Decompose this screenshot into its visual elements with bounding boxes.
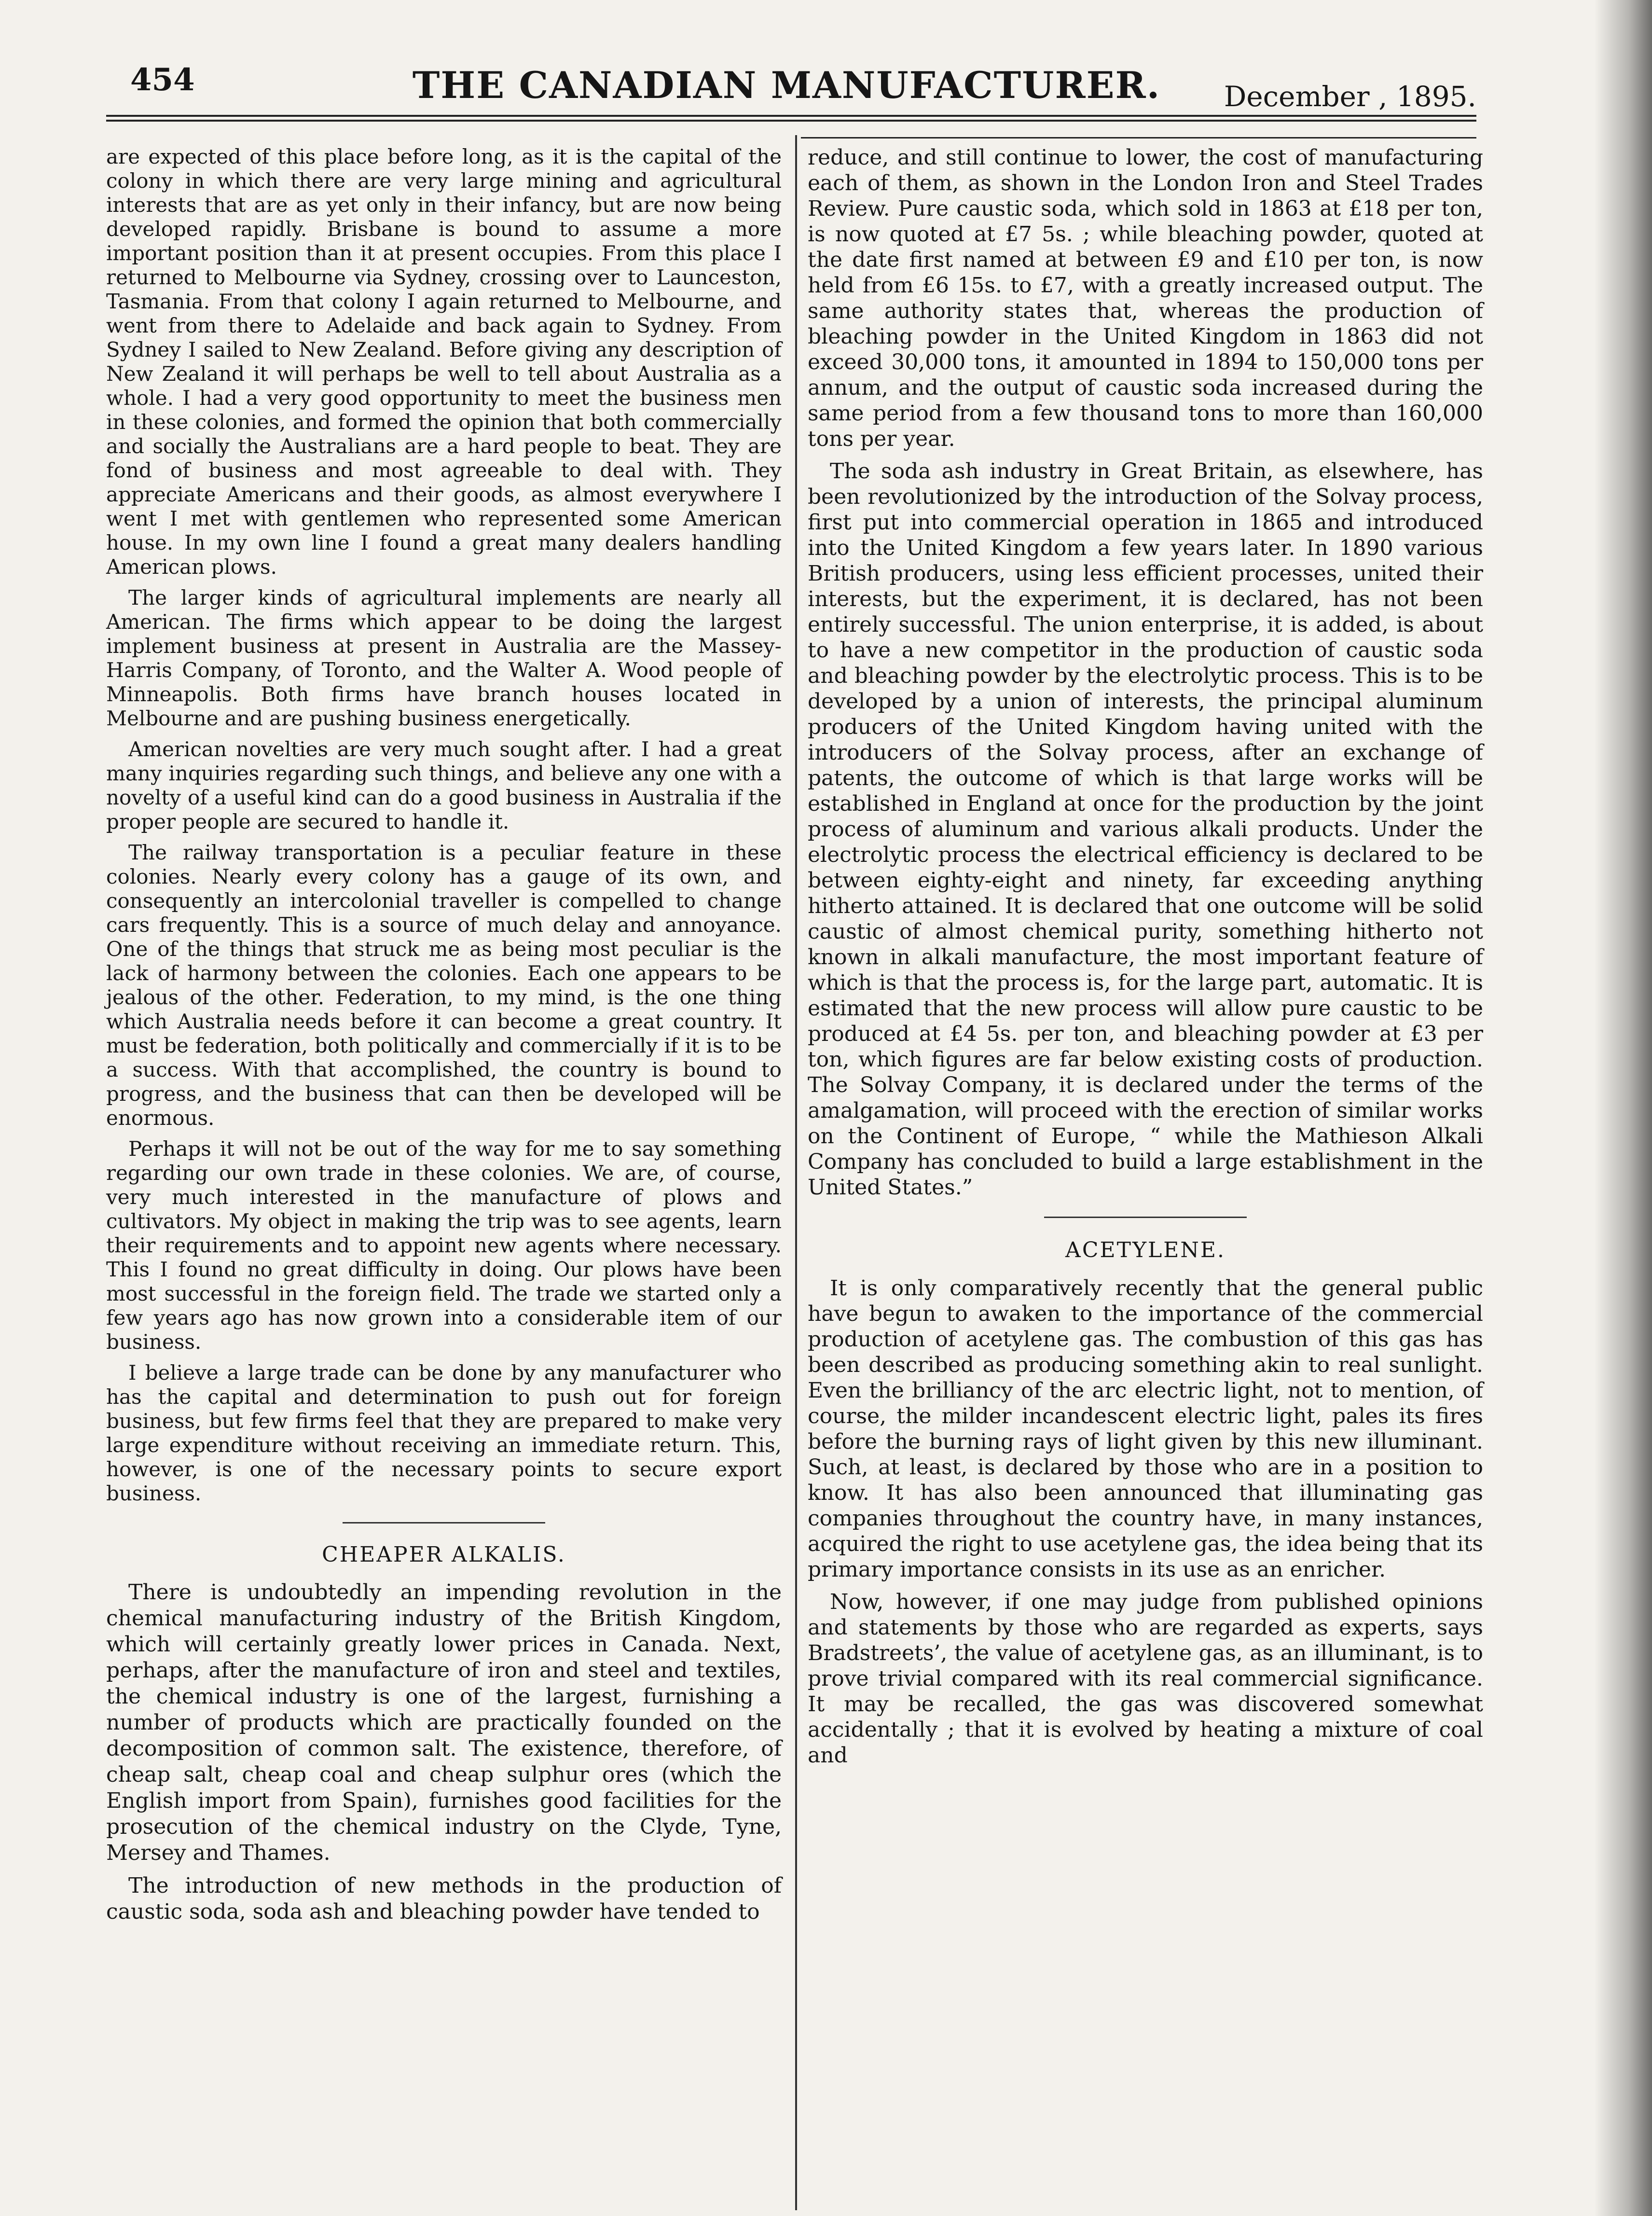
- page-header: [96, 57, 1476, 125]
- article-paragraph: American novelties are very much sought after. I had a great many inquiries regarding such things, and believe any one with a novelty of a useful kind can do a good business in Australia if the proper people are secured to handle it.: [106, 737, 782, 833]
- header-rule-top: [106, 115, 1476, 117]
- article-paragraph: The railway transportation is a peculiar feature in these colonies. Nearly every colony has a gauge of its own, and consequently an intercolonial traveller is compelled to change cars frequently. This is a source of much delay and annoyance. One of the things that struck me as being most peculiar is the lack of harmony between the colonies. Each one appears to be jealous of the other. Federation, to my mind, is the one thing which Australia needs before it can become a great country. It must be federation, both politically and commercially if it is to be a success. With that accomplished, the country is bound to progress, and the business that can then be developed will be enormous.: [106, 841, 782, 1130]
- publication-title: THE CANADIAN MANUFACTURER.: [412, 64, 1161, 107]
- acetylene-heading: ACETYLENE.: [1065, 1238, 1225, 1262]
- article-paragraph: I believe a large trade can be done by any manufacturer who has the capital and determination to push out for foreign business, but few firms feel that they are prepared to make very large expenditure without receiving an immediate return. This, however, is one of the necessary points to secure export business.: [106, 1361, 782, 1505]
- article-paragraph: There is undoubtedly an impending revolution in the chemical manufacturing industry of the British Kingdom, which will certainly greatly lower prices in Canada. Next, perhaps, after the manufacture of iron and steel and textiles, the chemical industry is one of the largest, furnishing a number of products which are practically founded on the decomposition of common salt. The existence, therefore, of cheap salt, cheap coal and cheap sulphur ores (which the English import from Spain), furnishes good facilities for the prosecution of the chemical industry on the Clyde, Tyne, Mersey and Thames.: [106, 1580, 782, 1865]
- article-paragraph: Perhaps it will not be out of the way for me to say something regarding our own trade in these colonies. We are, of course, very much interested in the manufacture of plows and cultivators. My object in making the trip was to see agents, learn their requirements and to appoint new agents where necessary. This I found no great difficulty in doing. Our plows have been most successful in the foreign field. The trade we started only a few years ago has now grown into a considerable item of our business.: [106, 1137, 782, 1354]
- right-column-rule: [801, 137, 1476, 138]
- article-paragraph: are expected of this place before long, as it is the capital of the colony in which there are very large mining and agricultural interests that are as yet only in their infancy, but are now being developed rapidly. Brisbane is bound to assume a more important position than it at present occupies. From this place I returned to Melbourne via Sydney, crossing over to Launceston, Tasmania. From that colony I again returned to Melbourne, and went from there to Adelaide and back again to Sydney. From Sydney I sailed to New Zealand. Before giving any description of New Zealand it will perhaps be well to tell about Australia as a whole. I had a very good opportunity to meet the business men in these colonies, and formed the opinion that both commercially and socially the Australians are a hard people to beat. They are fond of business and most agreeable to deal with. They appreciate Americans and their goods, as almost everywhere I went I met with gentlemen who represented some American house. In my own line I found a great many dealers handling American plows.: [106, 145, 782, 579]
- article-paragraph: The larger kinds of agricultural implements are nearly all American. The firms which appear to be doing the largest implement business at present in Australia are the Massey-Harris Company, of Toronto, and the Walter A. Wood people of Minneapolis. Both firms have branch houses located in Melbourne and are pushing business energetically.: [106, 586, 782, 730]
- article-paragraph: The introduction of new methods in the production of caustic soda, soda ash and bleaching powder have tended to: [106, 1873, 782, 1924]
- article-paragraph: It is only comparatively recently that the general public have begun to awaken to the importance of the commercial production of acetylene gas. The combustion of this gas has been described as producing something akin to real sunlight. Even the brilliancy of the arc electric light, not to mention, of course, the milder incandescent electric light, pales its fires before the burning rays of light given by this new illuminant. Such, at least, is declared by those who are in a position to know. It has also been announced that illuminating gas companies throughout the country have, in many instances, acquired the right to use acetylene gas, the idea being that its primary importance consists in its use as an enricher.: [808, 1276, 1483, 1582]
- article-separator: [1044, 1217, 1247, 1218]
- scan-edge-shadow: [1594, 0, 1652, 2216]
- header-rule-bottom: [106, 120, 1476, 122]
- article-separator: [343, 1522, 545, 1524]
- cheaper-alkalis-heading: CHEAPER ALKALIS.: [322, 1542, 566, 1567]
- left-column: [106, 145, 782, 1932]
- column-divider: [795, 135, 797, 2210]
- article-paragraph: reduce, and still continue to lower, the cost of manufacturing each of them, as shown in the London Iron and Steel Trades Review. Pure caustic soda, which sold in 1863 at £18 per ton, is now quoted at £7 5s. ; while bleaching powder, quoted at the date first named at between £9 and £10 per ton, is now held from £6 15s. to £7, with a greatly increased output. The same authority states that, whereas the production of bleaching powder in the United Kingdom in 1863 did not exceed 30,000 tons, it amounted in 1894 to 150,000 tons per annum, and the output of caustic soda increased during the same period from a few thousand tons to more than 160,000 tons per year.: [808, 145, 1483, 451]
- issue-date: December , 1895.: [1224, 80, 1476, 113]
- right-column: [808, 145, 1483, 1775]
- page-number: 454: [130, 62, 195, 98]
- article-paragraph: The soda ash industry in Great Britain, as elsewhere, has been revolutionized by the introduction of the Solvay process, first put into commercial operation in 1865 and introduced into the United Kingdom a few years later. In 1890 various British producers, using less efficient processes, united their interests, but the experiment, it is declared, has not been entirely successful. The union enterprise, it is added, is about to have a new competitor in the production of caustic soda and bleaching powder by the electrolytic process. This is to be developed by a union of interests, the principal aluminum producers of the United Kingdom having united with the introducers of the Solvay process, after an exchange of patents, the outcome of which is that large works will be established in England at once for the production by the joint process of aluminum and various alkali products. Under the electrolytic process the electrical efficiency is declared to be between eighty-eight and ninety, far exceeding anything hitherto attained. It is declared that one outcome will be solid caustic of almost chemical purity, something hitherto not known in alkali manufacture, the most important feature of which is that the process is, for the large part, automatic. It is estimated that the new process will allow pure caustic to be produced at £4 5s. per ton, and bleaching powder at £3 per ton, which figures are far below existing costs of production. The Solvay Company, it is declared under the terms of the amalgamation, will proceed with the erection of similar works on the Continent of Europe, “ while the Mathieson Alkali Company has concluded to build a large establishment in the United States.”: [808, 459, 1483, 1200]
- article-paragraph: Now, however, if one may judge from published opinions and statements by those who are regarded as experts, says Bradstreets’, the value of acetylene gas, as an illuminant, is to prove trivial compared with its real commercial significance. It may be recalled, the gas was discovered somewhat accidentally ; that it is evolved by heating a mixture of coal and: [808, 1590, 1483, 1768]
- cheaper-alkalis-article: [106, 1543, 782, 1925]
